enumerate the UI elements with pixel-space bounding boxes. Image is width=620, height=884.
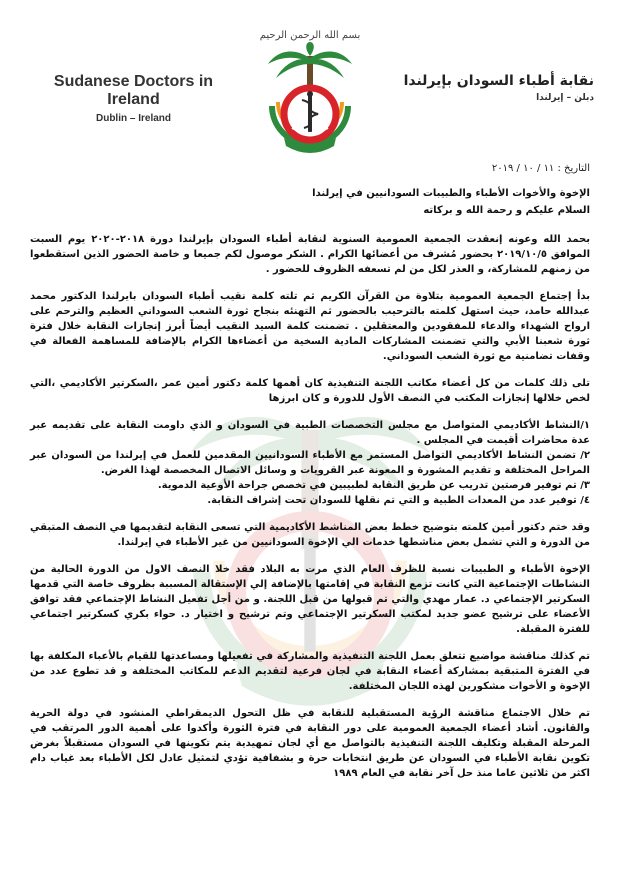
location-arabic: دبلن – إيرلندا xyxy=(536,93,594,103)
palm-caduceus-crest-icon xyxy=(262,42,358,158)
achievement-item: ٤/ توفير عدد من المعدات الطبية و التي تم نقلها للسودان تحت إشراف النقابة. xyxy=(207,495,590,506)
paragraph-social-activities: الإخوة الأطباء و الطبيبات نسبة للظرف العام الذي مرت به البلاد فقد خلا النصف الاول من الدورة الحالية من النشاطات الإجتماعية التي كانت تزمع النقابة في إقامتها بالإضافة إلي الإستقالة المسببة بظروف خاصة التي قدمها السكرتير الإجتماعي د. عمار مهدي والتي تم قبولها من قبل اللجنة. و من أجل تفعيل النشاط الإجتماعي فقد توافق الأعضاء على ترشيح عضو جديد لمكتب السكرتير الإجتماعي وتم ترشيح و اختيار د. حواء بكري كسكرتير اجتماعي للفترة المقبلة. xyxy=(30,564,590,635)
org-name-arabic: نقابة أطباء السودان بإيرلندا xyxy=(403,73,594,89)
basmala: بسم الله الرحمن الرحيم xyxy=(259,30,361,41)
letter-date: التاريخ : ١١ / ١٠ / ٢٠١٩ xyxy=(491,163,590,174)
greeting-line: الإخوة والأخوات الأطباء والطبيبات السودانيين في إيرلندا xyxy=(312,188,590,199)
achievement-item: ٣/ تم توفير فرصتين تدريب عن طريق النقابة لطبيبين في تخصص جراحة الأوعية الدموية. xyxy=(157,480,590,491)
paragraph-president-speech: بدأ إجتماع الجمعية العمومية بتلاوة من القرآن الكريم ثم تلته كلمة نقيب أطباء السودان بايرلندا الدكتور محمد عبدالله حامد، حيث استهل كلمته بالترحيب بالحضور ثم التهنئه بنجاح ثورة الشعب السوداني العظيم والترحم على ارواح الشهداء والدعاء للمفقودين والمعتقلين . تضمنت كلمة السيد النقيب أيضاً أبرز إنجازات النقابة خلال فترة ثورة شعبنا الأبي والتي تضمنت المشاركات المادية السخية من أعضاءها الكرام بالإضافة للمساهمة الفعالة في وقفات تضامنية مع ثورة الشعب السوداني. xyxy=(30,291,590,362)
header-arabic xyxy=(394,73,594,103)
paragraph-subcommittees: تم كذلك مناقشة مواضيع تتعلق بعمل اللجنة التنفيذية والمشاركة في تفعيلها ومساعدتها للقيام بالأعباء المكلفة بها في الفترة المتبقية بمشاركة أعضاء النقابة في لجان فرعية لتقديم الدعم للمكاتب المختلفة و قد تطوع عدد من الإخوة و الأخوات مشكورين لهذه اللجان المختلفة. xyxy=(30,651,590,692)
achievement-item: ٢/ تضمن النشاط الأكاديمي التواصل المستمر مع الأطباء السودانيين المقدمين للعمل في إيرلندا من السودان عبر المراحل المختلفة و تقديم المشورة و المعونة عبر القرويات و وسائل الاتصال المخصصة لهذا الغرض. xyxy=(30,450,590,476)
header-english xyxy=(26,73,241,124)
paragraph-future-vision: تم خلال الاجتماع مناقشة الرؤية المستقبلية للنقابة في ظل التحول الديمقراطي المنشود في دولة الحرية والقانون. أشاد أعضاء الجمعية العمومية على دور النقابة في فترة الثورة وأكدوا على أهمية الدور المرتقب في المرحلة المقبلة وتكليف اللجنة التنفيذية بالتواصل مع أي لجان تمهيدية يتم تكوينها في السودان مستقبلاً بغرض تكوين نقابة الأطباء في السودان عن طريق انتخابات حرة و بشفافية تؤدي لتمثيل عادل لكل الأطباء بعد غياب دام اكثر من ثلاثين عاما منذ حل آخر نقابة في العام ١٩٨٩ xyxy=(30,708,590,779)
location-english: Dublin – Ireland xyxy=(95,113,171,124)
achievement-item: ١/النشاط الأكاديمي المتواصل مع مجلس التخصصات الطبية في السودان و الذي داومت النقابة على تقديمه عبر عدة محاضرات أقيمت في المجلس . xyxy=(30,420,590,446)
paragraph-opening: بحمد الله وعونه إنعقدت الجمعية العمومية السنوية لنقابة أطباء السودان بإيرلندا دورة ٢٠١٨-٢٠٢٠ يوم السبت الموافق ٢٠١٩/١٠/٥ بحضور مُشرف من أعضائها الكرام . الشكر موصول لكم جميعا و خاصة الحضور الذين استقطعوا من زمنهم للمشاركة، و العذر لكل من لم تسعفه الظروف للحضور . xyxy=(30,234,590,275)
paragraph-academic-plans: وقد ختم دكتور أمين كلمته بتوضيح خطط بعض المناشط الأكاديمية التي تسعى النقابة لتقديمها في النصف المتبقي من الدورة و التي تشمل بعض مناشطها خدمات الي الإخوة السودانيين من غير الأطباء في إيرلندا. xyxy=(30,522,590,548)
letter-body xyxy=(30,186,590,781)
paragraph-committee-speeches: تلى ذلك كلمات من كل أعضاء مكاتب اللجنة التنفيذية كان أهمها كلمة دكتور أمين عمر ،السكرتير الأكاديمي ،التي لخص خلالها إنجازات المكتب في النصف الأول للدورة و كان ابرزها xyxy=(30,378,590,404)
salutation-line: السلام عليكم و رحمة الله و بركاته xyxy=(423,205,590,216)
org-name-english: Sudanese Doctors in Ireland xyxy=(53,73,214,108)
